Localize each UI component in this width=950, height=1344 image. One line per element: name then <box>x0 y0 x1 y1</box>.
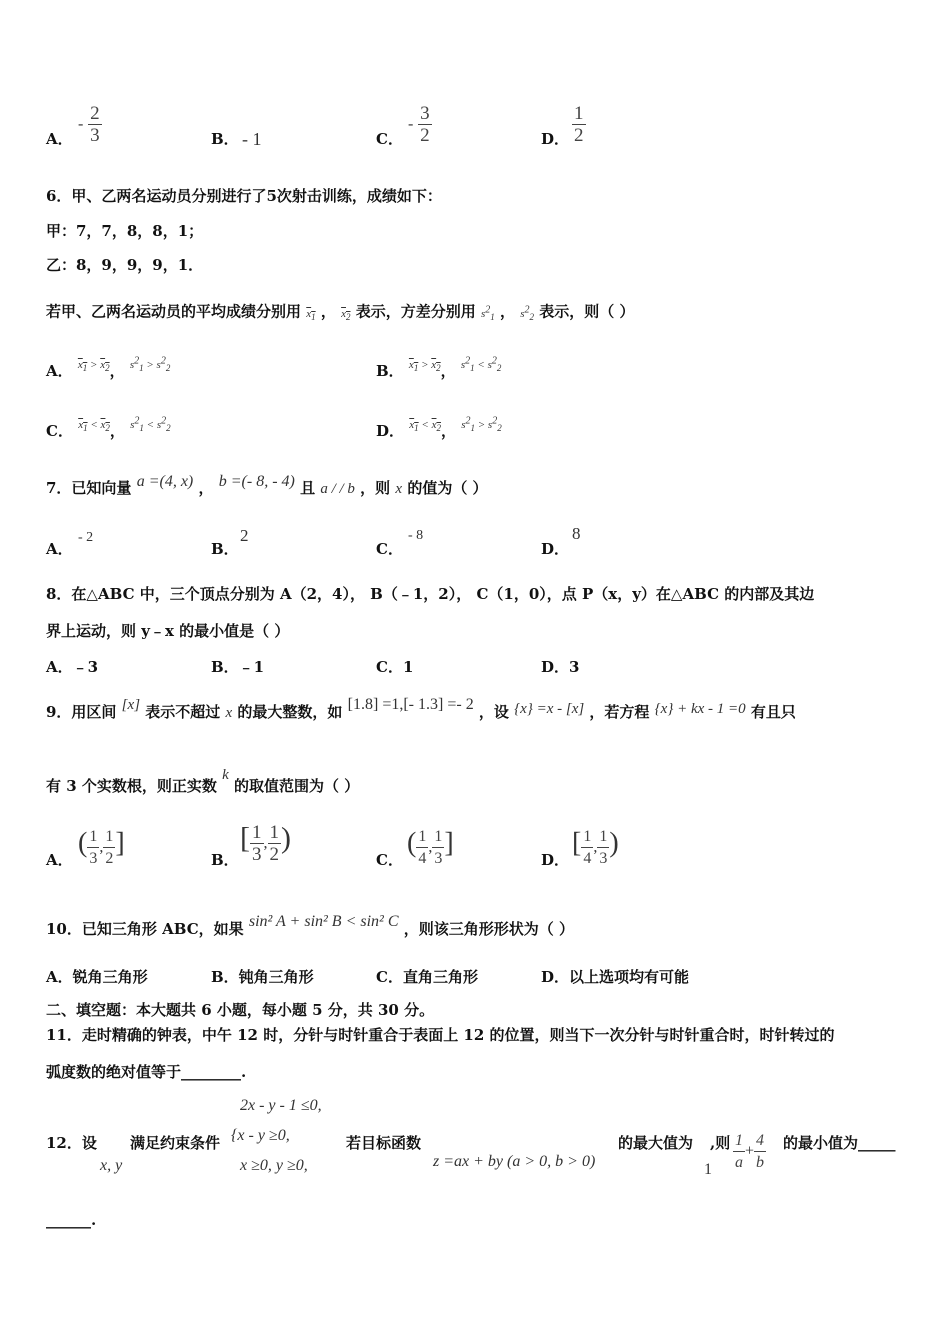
q11-line1: 11．走时精确的钟表，中午 12 时，分针与时针重合于表面上 12 的位置，则当下一次分针与时针重合时，时针转过的 <box>46 1026 835 1044</box>
q6-option-a: A． $^{x_1 > x_2}$， $^{s2_1 > s2_2}$ <box>46 355 171 380</box>
q9-c-value: ( $\frac{1}{4}$ , $\frac{1}{3}$ ] <box>407 827 454 867</box>
q12-vars: x, y <box>100 1157 123 1174</box>
q9-d-value: [ $\frac{1}{4}$ , $\frac{1}{3}$ ) <box>572 827 619 867</box>
q10-stem: 10．已知三角形 ABC，如果 sin² A + sin² B < sin² C ，则该三角形形状为（ ） <box>46 913 574 938</box>
q6-yi: 乙：8，9，9，9，1． <box>46 256 204 274</box>
q9-a-value: ( $\frac{1}{3}$ , $\frac{1}{2}$ ] <box>78 827 125 867</box>
q11-line2: 弧度数的绝对值等于________. <box>46 1063 247 1081</box>
q7-option-c: C． <box>376 540 403 558</box>
q7-option-b: B． <box>211 540 239 558</box>
q5-option-b: B． <box>211 130 239 148</box>
q9-b-value: [ $\frac{1}{3}$ , $\frac{1}{2}$ ) <box>240 821 291 865</box>
q5-option-a: A． <box>46 130 73 148</box>
q8-option-a: A．﹣3 <box>46 658 99 676</box>
q12-constraint-1: 2x - y - 1 ≤0, <box>240 1097 322 1114</box>
q8-option-c: C．1 <box>376 658 414 676</box>
q12-blank: ______. <box>46 1211 97 1229</box>
q8-option-d: D．3 <box>541 658 580 676</box>
q8-line2: 界上运动，则 y﹣x 的最小值是（ ） <box>46 622 290 640</box>
q9-line2: 有 3 个实数根，则正实数 k 的取值范围为（ ） <box>46 767 360 795</box>
q10-option-a: A．锐角三角形 <box>46 968 148 986</box>
q5-c-value: - $\frac{3}{2}$ <box>408 103 430 146</box>
q5-d-value: $\frac{1}{2}$ <box>574 103 584 146</box>
q7-c-value: - 8 <box>408 528 424 543</box>
q9-line1: 9．用区间 [x] 表示不超过 x 的最大整数，如 [1.8] =1,[- 1.3] =- 2 ，设 {x} =x - [x] ，若方程 {x} + kx - 1 =0 有且只 <box>46 696 796 721</box>
q7-stem: 7．已知向量 a =(4, x) ， b =(- 8, - 4) 且 a / / b ，则 x 的值为（ ） <box>46 473 488 497</box>
q12-constraint-label: 满足约束条件 <box>130 1134 221 1152</box>
q6-stem: 6．甲、乙两名运动员分别进行了5次射击训练，成绩如下： <box>46 187 442 205</box>
q12-max-value: 1 <box>704 1161 712 1178</box>
q12-min-label: 的最小值为_____ <box>783 1134 896 1152</box>
q7-a-value: - 2 <box>78 530 94 545</box>
q12-expression: $\frac{1}{a}$ + $\frac{4}{b}$ <box>735 1132 765 1171</box>
q6-option-d: D． $^{x_1 < x_2}$， $^{s2_1 > s2_2}$ <box>376 415 502 440</box>
q9-option-b: B． <box>211 851 239 869</box>
q8-line1: 8．在△ABC 中，三个顶点分别为 A（2，4）， B（﹣1，2）， C（1，0），点 P（x，y）在△ABC 的内部及其边 <box>46 585 815 603</box>
q9-option-a: A． <box>46 851 73 869</box>
q12-max-label: 的最大值为 <box>618 1134 694 1152</box>
q7-d-value: 8 <box>572 524 581 543</box>
q10-option-d: D．以上选项均有可能 <box>541 968 690 986</box>
q12-then: ,则 <box>710 1134 731 1152</box>
q10-option-c: C．直角三角形 <box>376 968 478 986</box>
q5-a-value: - $\frac{2}{3}$ <box>78 103 100 146</box>
section-heading: 二、填空题：本大题共 6 小题，每小题 5 分，共 30 分。 <box>46 1001 435 1019</box>
q12-objective: z =ax + by (a > 0, b > 0) <box>433 1153 596 1170</box>
q12-label: 12．设 <box>46 1134 97 1152</box>
q9-option-d: D． <box>541 851 570 869</box>
q8-option-b: B．﹣1 <box>211 658 265 676</box>
q10-option-b: B．钝角三角形 <box>211 968 314 986</box>
q7-option-a: A． <box>46 540 73 558</box>
q5-b-value: - 1 <box>242 129 262 149</box>
q5-option-c: C． <box>376 130 403 148</box>
q7-b-value: 2 <box>240 526 249 545</box>
q6-question: 若甲、乙两名运动员的平均成绩分别用 $x_1$ ， $x_2$ 表示，方差分别用 $s2_1$ ， $s2_2$ 表示，则（ ） <box>46 302 635 322</box>
q6-jia: 甲：7，7，8，8，1； <box>46 222 204 240</box>
q12-constraint-3: x ≥0, y ≥0, <box>240 1157 308 1174</box>
q12-constraint-2: {x - y ≥0, <box>231 1127 290 1144</box>
q7-option-d: D． <box>541 540 570 558</box>
q6-option-b: B． $^{x_1 > x_2}$， $^{s2_1 < s2_2}$ <box>376 355 502 380</box>
q9-option-c: C． <box>376 851 403 869</box>
q6-option-c: C． $^{x_1 < x_2}$， $^{s2_1 < s2_2}$ <box>46 415 171 440</box>
q5-option-d: D． <box>541 130 570 148</box>
q12-objective-label: 若目标函数 <box>346 1134 422 1152</box>
